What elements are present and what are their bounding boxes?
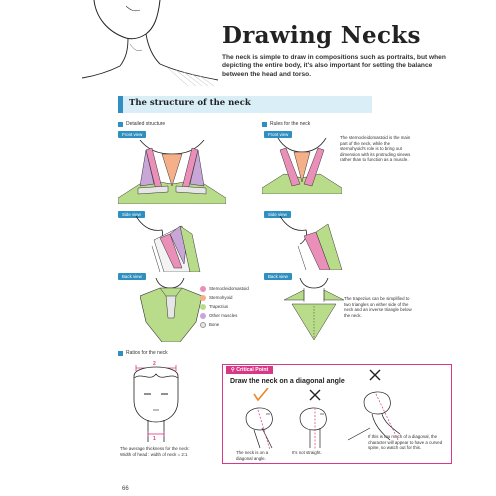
square-bullet-icon <box>118 122 123 127</box>
back-view-tag: Back view <box>118 273 146 280</box>
square-bullet-icon <box>262 122 267 127</box>
side-view-tag: Side view <box>118 211 145 218</box>
front-view-tag: Front view <box>118 131 146 138</box>
front-rules-note: The sternocleidomastoid is the main part of the neck, while the sternohyoid's role is to bring out dimension with its protruding sinews rather than to function as a muscle. <box>340 135 411 163</box>
back-view-detailed-diagram <box>140 278 202 342</box>
legend-item: Bone <box>200 320 249 329</box>
front-view-detailed-diagram <box>118 136 226 204</box>
ratio-dim-top: 2 <box>153 361 156 367</box>
critical-caption-straight: It's not straight. <box>292 450 322 455</box>
side-view-tag: Side view <box>264 211 291 218</box>
section-title: The structure of the neck <box>129 98 251 108</box>
back-view-tag: Back view <box>264 273 292 280</box>
legend-item: Sternohyoid <box>200 293 249 302</box>
page-number: 66 <box>122 486 129 492</box>
critical-caption-correct: The neck is on a diagonal angle. <box>236 450 269 461</box>
intro-text: The neck is simple to draw in compositions such as portraits, but when depicting the entire body, it's also important for setting the balance between the head and torso. <box>222 54 446 78</box>
side-view-detailed-diagram <box>130 216 210 272</box>
page-title: Drawing Necks <box>222 22 421 49</box>
color-swatch-icon <box>200 322 206 328</box>
section-header <box>118 96 372 113</box>
ratio-face-diagram <box>124 360 188 442</box>
color-swatch-icon <box>200 286 206 292</box>
incorrect-straight-neck-diagram <box>290 388 342 450</box>
critical-point-tag: ⚲ Critical Point <box>226 366 273 374</box>
magnifier-icon: ⚲ <box>231 367 235 373</box>
muscle-legend <box>200 284 249 329</box>
color-swatch-icon <box>200 304 206 310</box>
detailed-structure-heading: Detailed structure <box>118 121 165 127</box>
square-bullet-icon <box>118 351 123 356</box>
back-rules-note: The trapezius can be simplified to two triangles on either side of the neck and an inverse triangle below the neck. <box>344 296 412 318</box>
legend-item: Trapezius <box>200 302 249 311</box>
ratio-dim-bottom: 1 <box>153 436 156 442</box>
ratio-note: The average thickness for the neck: Width of head : width of neck = 2:1 <box>120 446 190 457</box>
legend-item: Sternocleidomastoid <box>200 284 249 293</box>
color-swatch-icon <box>200 295 206 301</box>
front-view-rules-diagram <box>262 138 342 194</box>
head-illustration <box>82 0 222 88</box>
ratios-heading: Ratios for the neck <box>118 350 168 356</box>
incorrect-curved-spine-diagram <box>346 368 402 442</box>
back-view-rules-diagram <box>284 278 344 342</box>
correct-diagonal-neck-diagram <box>232 388 292 450</box>
side-view-rules-diagram <box>276 216 346 270</box>
rules-heading: Rules for the neck <box>262 121 310 127</box>
critical-caption-curved: If this is too much of a diagonal, the character will appear to have a curved spine, so watch out for this. <box>368 434 443 451</box>
critical-point-title: Draw the neck on a diagonal angle <box>230 378 345 385</box>
front-view-tag: Front view <box>264 131 292 138</box>
color-swatch-icon <box>200 313 206 319</box>
legend-item: Other muscles <box>200 311 249 320</box>
